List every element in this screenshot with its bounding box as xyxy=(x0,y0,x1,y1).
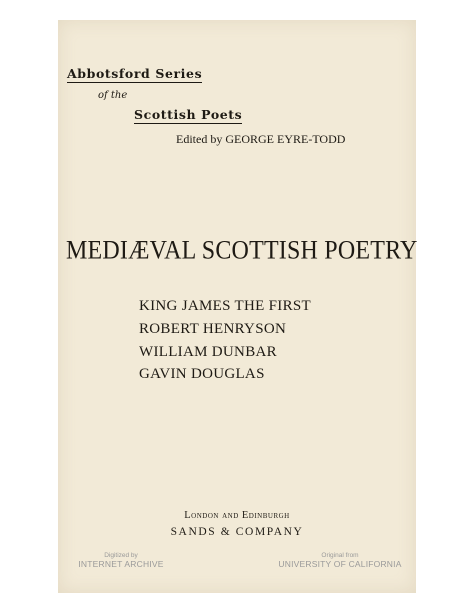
digitizer-label: Digitized by xyxy=(104,552,138,559)
series-title-line-3 xyxy=(134,104,242,123)
publisher-location: London and Edinburgh xyxy=(184,510,290,521)
author-name: KING JAMES THE FIRST xyxy=(139,298,311,314)
series-name: Abbotsford Series xyxy=(67,66,203,81)
publisher-name: SANDS & COMPANY xyxy=(170,526,304,538)
digitizer-org: INTERNET ARCHIVE xyxy=(78,558,164,569)
title-page xyxy=(58,20,416,593)
editor-credit: Edited by GEORGE EYRE-TODD xyxy=(176,132,346,146)
series-connector: of the xyxy=(98,90,128,101)
author-name: ROBERT HENRYSON xyxy=(139,321,287,337)
series-subject: Scottish Poets xyxy=(134,107,243,122)
original-source-credit xyxy=(270,553,410,569)
series-title-line-1 xyxy=(67,63,202,82)
original-source-label: Original from xyxy=(321,552,359,559)
book-title: MEDIÆVAL SCOTTISH POETRY xyxy=(66,236,418,266)
author-name: WILLIAM DUNBAR xyxy=(139,344,277,360)
series-title-line-2 xyxy=(98,83,127,102)
digitizer-credit xyxy=(76,553,166,569)
original-source-org: UNIVERSITY OF CALIFORNIA xyxy=(278,558,402,569)
author-name: GAVIN DOUGLAS xyxy=(139,366,265,382)
